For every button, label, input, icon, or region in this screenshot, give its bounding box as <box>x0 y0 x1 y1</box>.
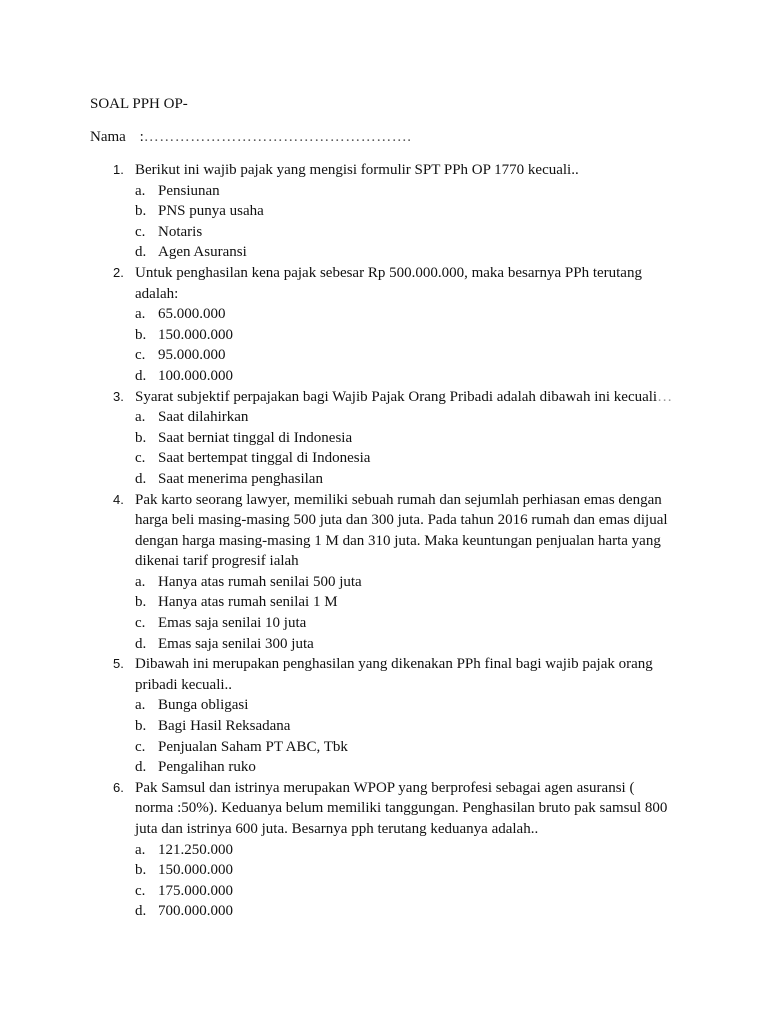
question-text-segment: dikenai tarif progresif ialah <box>135 553 299 570</box>
option-letter: c. <box>135 450 146 467</box>
answer-option <box>0 592 768 613</box>
option-letter: c. <box>135 738 146 755</box>
answer-option <box>0 345 768 366</box>
question-line <box>0 490 768 511</box>
question-line <box>0 819 768 840</box>
question-text-segment: adalah: <box>135 285 179 302</box>
option-text: Pengalihan ruko <box>158 759 256 776</box>
option-text: Penjualan Saham PT ABC, Tbk <box>158 738 348 755</box>
question-line <box>0 778 768 799</box>
option-text: Bagi Hasil Reksadana <box>158 718 291 735</box>
option-letter: b. <box>135 718 147 735</box>
question-text-segment: dengan harga masing-masing 1 M dan 310 juta. Maka keuntungan penjualan harta yang <box>135 532 661 549</box>
answer-option <box>0 613 768 634</box>
option-text: Emas saja senilai 10 juta <box>158 615 307 632</box>
question-text <box>135 675 232 696</box>
answer-option <box>0 201 768 222</box>
question-line <box>0 510 768 531</box>
question-text <box>135 798 667 819</box>
answer-option <box>0 304 768 325</box>
question-number: 5. <box>113 656 124 672</box>
question-text <box>135 654 653 675</box>
question-text-segment: Berikut ini wajib pajak yang mengisi formulir SPT PPh OP 1770 kecuali.. <box>135 162 579 178</box>
question-text <box>135 510 668 531</box>
question-line <box>0 675 768 696</box>
answer-option <box>0 325 768 346</box>
page-title: SOAL PPH OP- <box>90 96 188 112</box>
answer-option <box>0 428 768 449</box>
answer-option <box>0 901 768 922</box>
question-text-segment: Untuk penghasilan kena pajak sebesar Rp 500.000.000, maka besarnya PPh terutang <box>135 264 642 281</box>
question-line <box>0 387 768 408</box>
question-number: 2. <box>113 264 124 280</box>
question-text <box>135 284 178 305</box>
option-letter: a. <box>135 573 146 590</box>
question-item <box>0 778 768 922</box>
question-line <box>0 160 768 181</box>
answer-option <box>0 840 768 861</box>
option-text: 150.000.000 <box>158 862 233 879</box>
answer-option <box>0 860 768 881</box>
option-text: Bunga obligasi <box>158 697 249 714</box>
answer-option <box>0 407 768 428</box>
option-text: Saat berniat tinggal di Indonesia <box>158 429 353 446</box>
option-letter: d. <box>135 903 147 920</box>
question-item <box>0 160 768 263</box>
option-text: 175.000.000 <box>158 882 233 899</box>
option-letter: a. <box>135 409 146 426</box>
option-letter: b. <box>135 862 147 879</box>
option-text: Emas saja senilai 300 juta <box>158 635 314 652</box>
option-text: Saat menerima penghasilan <box>158 470 323 487</box>
question-item <box>0 654 768 778</box>
option-text: Hanya atas rumah senilai 500 juta <box>158 573 362 590</box>
name-field-row <box>90 127 412 147</box>
question-list <box>0 160 768 922</box>
question-text <box>135 778 634 799</box>
question-text <box>135 387 672 408</box>
option-text: 95.000.000 <box>158 347 226 364</box>
question-line <box>0 263 768 284</box>
answer-option <box>0 242 768 263</box>
option-text: 150.000.000 <box>158 326 233 343</box>
question-text <box>135 819 538 840</box>
answer-option <box>0 181 768 202</box>
answer-option <box>0 716 768 737</box>
question-line <box>0 654 768 675</box>
option-letter: c. <box>135 347 146 364</box>
name-separator: : <box>139 129 144 145</box>
question-text-segment: juta dan istrinya 600 juta. Besarnya pph terutang keduanya adalah.. <box>135 821 539 837</box>
option-text: Agen Asuransi <box>158 244 247 261</box>
answer-option <box>0 448 768 469</box>
question-item <box>0 387 768 490</box>
question-line <box>0 531 768 552</box>
option-text: Saat bertempat tinggal di Indonesia <box>158 450 371 467</box>
answer-option <box>0 757 768 778</box>
answer-option <box>0 366 768 387</box>
question-number: 6. <box>113 779 124 795</box>
question-text-segment: Dibawah ini merupakan penghasilan yang dikenakan PPh final bagi wajib pajak orang <box>135 656 653 673</box>
option-letter: b. <box>135 429 147 446</box>
option-letter: a. <box>135 841 146 858</box>
answer-option <box>0 634 768 655</box>
option-text: 65.000.000 <box>158 306 226 323</box>
option-text: Notaris <box>158 223 203 240</box>
answer-option <box>0 222 768 243</box>
question-trailing-ellipsis: … <box>657 388 673 405</box>
option-letter: d. <box>135 367 147 384</box>
option-text: Saat dilahirkan <box>158 409 249 426</box>
question-text-segment: Syarat subjektif perpajakan bagi Wajib Pajak Orang Pribadi adalah dibawah ini kecuali <box>135 388 658 405</box>
option-letter: b. <box>135 594 147 611</box>
question-number: 1. <box>113 162 124 177</box>
option-text: Hanya atas rumah senilai 1 M <box>158 594 338 611</box>
option-letter: b. <box>135 203 147 220</box>
question-line <box>0 284 768 305</box>
question-number: 3. <box>113 388 124 404</box>
option-text: 700.000.000 <box>158 903 233 920</box>
option-letter: a. <box>135 182 146 199</box>
answer-option <box>0 737 768 758</box>
question-line <box>0 798 768 819</box>
answer-option <box>0 469 768 490</box>
option-text: Pensiunan <box>158 182 220 199</box>
question-text-segment: harga beli masing-masing 500 juta dan 300 juta. Pada tahun 2016 rumah dan emas dijual <box>135 512 668 529</box>
option-letter: c. <box>135 615 146 632</box>
option-letter: d. <box>135 244 147 261</box>
question-text-segment: Pak Samsul dan istrinya merupakan WPOP yang berprofesi sebagai agen asuransi ( <box>135 779 635 796</box>
question-text <box>135 531 661 552</box>
question-text-segment: Pak karto seorang lawyer, memiliki sebuah rumah dan sejumlah perhiasan emas dengan <box>135 491 662 508</box>
option-letter: d. <box>135 635 147 652</box>
option-letter: a. <box>135 306 146 323</box>
question-number: 4. <box>113 491 124 507</box>
answer-option <box>0 881 768 902</box>
option-text: PNS punya usaha <box>158 203 264 220</box>
question-text-segment: norma :50%). Keduanya belum memiliki tanggungan. Penghasilan bruto pak samsul 800 <box>135 800 668 817</box>
answer-option <box>0 572 768 593</box>
option-letter: b. <box>135 326 147 343</box>
question-text-segment: pribadi kecuali.. <box>135 676 233 693</box>
question-line <box>0 551 768 572</box>
name-label: Nama <box>90 129 126 145</box>
option-text: 121.250.000 <box>158 841 233 858</box>
question-text <box>135 263 642 284</box>
question-text <box>135 160 579 181</box>
option-letter: a. <box>135 697 146 714</box>
question-item <box>0 490 768 655</box>
question-item <box>0 263 768 387</box>
question-text <box>135 490 662 511</box>
option-letter: c. <box>135 223 146 240</box>
question-text <box>135 551 299 572</box>
answer-option <box>0 695 768 716</box>
option-text: 100.000.000 <box>158 367 233 384</box>
option-letter: c. <box>135 882 146 899</box>
option-letter: d. <box>135 470 147 487</box>
name-blank-dots: ……………………………………………. <box>143 129 412 145</box>
option-letter: d. <box>135 759 147 776</box>
